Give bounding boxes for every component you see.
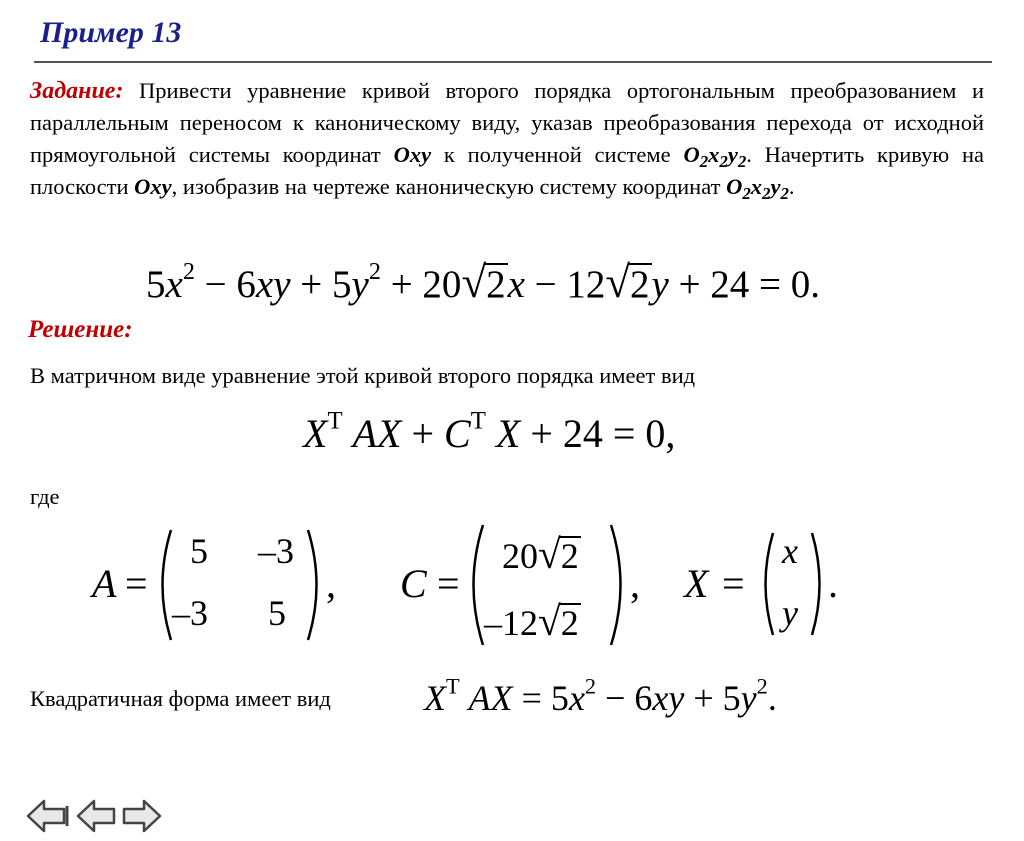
eq-term: − 6 <box>194 263 256 306</box>
matrix-a-cell: –3 <box>172 593 208 633</box>
solution-label: Решение: <box>28 316 133 343</box>
eq-term: + 24 = 0. <box>668 263 821 306</box>
matrix-a-cell: 5 <box>190 531 208 571</box>
task-text-4: , изобразив на чертеже каноническую систему координат <box>171 174 727 199</box>
matrix-a-cell: 5 <box>268 593 286 633</box>
sys-x: x <box>750 174 763 199</box>
eq-var: X <box>424 678 446 718</box>
sys-o: O <box>683 142 700 167</box>
sqrt-radicand: 2 <box>560 603 579 643</box>
eq-var: X <box>495 411 521 456</box>
sys-sub: 2 <box>737 152 747 172</box>
sys-x: x <box>708 142 720 167</box>
matrix-a-left-bracket <box>152 527 174 643</box>
title-divider <box>34 61 992 63</box>
task-text-5: . <box>788 174 795 199</box>
eq-exponent: 2 <box>756 673 768 699</box>
matrix-a-name: A <box>92 561 117 606</box>
where-label: где <box>30 484 60 509</box>
task-label: Задание: <box>30 78 124 104</box>
eq-term: + 5 <box>684 678 741 718</box>
comma: , <box>326 561 336 606</box>
previous-slide-icon[interactable] <box>74 798 118 834</box>
equals-sign: = <box>125 561 148 606</box>
sys-sub: 2 <box>699 152 709 172</box>
eq-term: . <box>767 678 777 718</box>
eq-exponent: 2 <box>368 257 381 285</box>
quadratic-form-text: Квадратичная форма имеет вид <box>30 686 331 711</box>
matrix-x-left-bracket <box>756 530 776 638</box>
sys-y: y <box>727 142 738 167</box>
eq-term: + 24 = 0, <box>520 411 676 456</box>
eq-exponent: 2 <box>584 673 597 699</box>
eq-var: x <box>568 678 585 718</box>
matrix-c-coef: –12 <box>484 603 538 643</box>
coord-system-oxy: Oxy <box>134 174 172 199</box>
matrix-a-right-bracket <box>305 527 327 643</box>
eq-term: = 5 <box>512 678 569 718</box>
eq-var: A <box>352 411 378 456</box>
eq-var: C <box>444 411 471 456</box>
matrix-a-cell: –3 <box>258 531 294 571</box>
matrix-c-name: C <box>400 561 427 606</box>
task-text-3: . Начертить кривую на плоскости <box>30 142 985 199</box>
sqrt-radicand: 2 <box>630 263 650 306</box>
eq-term: + 5 <box>290 263 352 306</box>
eq-var: y <box>651 263 669 306</box>
quadratic-form-equation <box>424 673 777 719</box>
sys-sub: 2 <box>780 184 789 204</box>
eq-term: 5 <box>146 263 166 306</box>
eq-var: xy <box>255 263 291 306</box>
eq-var: y <box>351 263 369 306</box>
slide-title: Пример 13 <box>40 16 182 49</box>
sqrt-sign: √ <box>538 531 561 577</box>
comma: , <box>630 561 640 606</box>
matrix-equation <box>303 407 676 457</box>
sqrt-radicand: 2 <box>486 263 506 306</box>
matrix-c-coef: 20 <box>502 536 538 576</box>
eq-term: − 6 <box>596 678 653 718</box>
matrix-c-right-bracket <box>608 522 632 648</box>
eq-term: + 20 <box>380 263 462 306</box>
sqrt-radicand: 2 <box>560 536 579 576</box>
eq-var: X <box>303 411 328 456</box>
eq-var: y <box>740 678 757 718</box>
coord-system-oxy: Oxy <box>393 142 432 167</box>
eq-var: x <box>507 263 525 306</box>
eq-exponent: 2 <box>182 257 195 285</box>
matrix-x-cell: x <box>782 531 798 571</box>
curve-equation <box>146 256 820 308</box>
first-slide-icon[interactable] <box>24 798 70 834</box>
transpose-mark: T <box>327 407 343 435</box>
task-text-2: к полученной системе <box>431 142 684 167</box>
transpose-mark: T <box>470 407 486 435</box>
equals-sign: = <box>437 561 460 606</box>
next-slide-icon[interactable] <box>120 798 164 834</box>
eq-term: + <box>401 411 445 456</box>
sqrt-sign: √ <box>461 257 487 307</box>
eq-var: xy <box>652 678 685 718</box>
matrix-c-left-bracket <box>462 522 486 648</box>
sqrt-sign: √ <box>538 598 561 644</box>
task-paragraph <box>30 75 984 203</box>
eq-term: − 12 <box>524 263 606 306</box>
equals-sign: = <box>722 561 745 606</box>
sqrt-sign: √ <box>605 257 630 307</box>
sys-sub: 2 <box>719 152 728 172</box>
matrix-c-cell <box>484 597 581 645</box>
matrix-intro-text: В матричном виде уравнение этой кривой второго порядка имеет вид <box>30 363 696 388</box>
sys-o: O <box>726 174 743 199</box>
sys-y: y <box>770 174 781 199</box>
eq-var: x <box>165 263 183 306</box>
matrix-x-cell: y <box>782 593 798 633</box>
sys-sub: 2 <box>762 184 771 204</box>
matrix-x-right-bracket <box>809 530 829 638</box>
eq-var: X <box>377 411 402 456</box>
matrix-x-name: X <box>684 561 709 606</box>
eq-var: AX <box>468 678 513 718</box>
period: . <box>828 561 838 606</box>
sys-sub: 2 <box>742 184 751 204</box>
transpose-mark: T <box>446 673 460 699</box>
matrix-c-cell <box>502 530 581 578</box>
task-text-1: Привести уравнение кривой второго порядка ортогональным преобразованием и параллельным переносом к каноническому виду, указав преобразования перехода от исходной прямоугольной системы координат <box>30 78 984 167</box>
